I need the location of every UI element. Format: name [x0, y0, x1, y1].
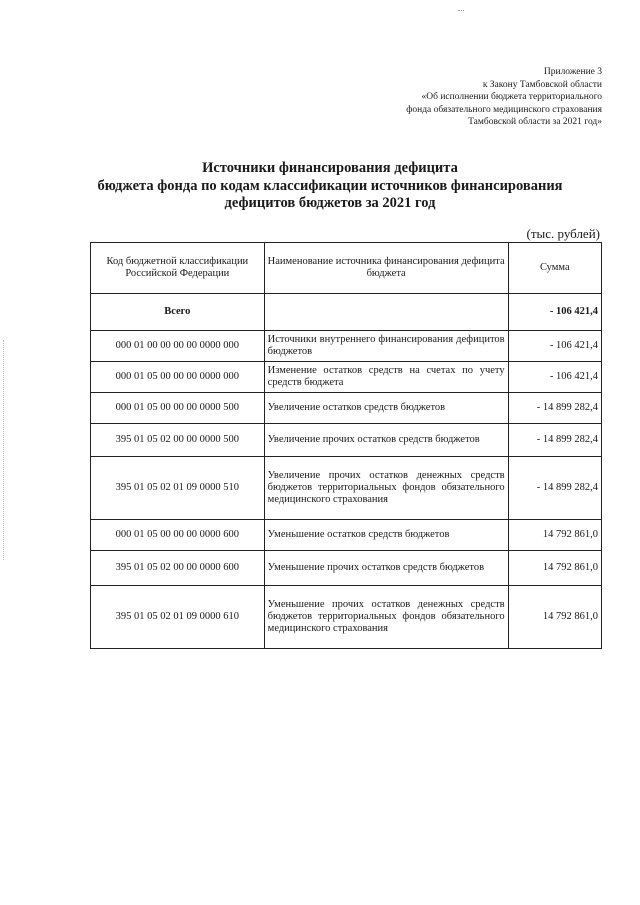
document-title: [60, 160, 600, 213]
table-row: [91, 393, 602, 424]
annex-line: к Закону Тамбовской области: [482, 79, 602, 90]
row-value: 14 792 861,0: [508, 520, 601, 551]
annex-line: «Об исполнении бюджета территориального: [421, 92, 602, 102]
row-code: 395 01 05 02 00 00 0000 500: [91, 424, 265, 457]
row-value: 14 792 861,0: [508, 586, 601, 649]
total-row: [91, 294, 602, 331]
row-code: 395 01 05 02 00 00 0000 600: [91, 551, 265, 586]
row-code: 395 01 05 02 01 09 0000 510: [91, 457, 265, 520]
row-name: Уменьшение остатков средств бюджетов: [264, 520, 508, 551]
row-value: 14 792 861,0: [508, 551, 601, 586]
row-value: - 106 421,4: [508, 331, 601, 362]
total-label: Всего: [91, 294, 265, 331]
scan-margin-marks: [3, 340, 6, 560]
table-row: [91, 424, 602, 457]
annex-line: Тамбовской области за 2021 год»: [468, 117, 602, 127]
row-value: - 14 899 282,4: [508, 457, 601, 520]
annex-line: Приложение 3: [543, 67, 602, 77]
row-name: Увеличение прочих остатков денежных средств бюджетов территориальных фондов обязательного медицинского страхования: [264, 457, 508, 520]
total-name: [264, 294, 508, 331]
table-row: [91, 457, 602, 520]
header-code: Код бюджетной классификации Российской Федерации: [91, 243, 265, 294]
row-code: 000 01 05 00 00 00 0000 600: [91, 520, 265, 551]
row-code: 000 01 05 00 00 00 0000 500: [91, 393, 265, 424]
header-name: Наименование источника финансирования дефицита бюджета: [264, 243, 508, 294]
title-line: Источники финансирования дефицита: [202, 160, 458, 176]
row-name: Увеличение прочих остатков средств бюджетов: [264, 424, 508, 457]
sources-table: [90, 242, 602, 649]
table-row: [91, 586, 602, 649]
row-code: 000 01 05 00 00 00 0000 000: [91, 362, 265, 393]
title-line: бюджета фонда по кодам классификации источников финансирования: [97, 177, 563, 194]
total-value: - 106 421,4: [508, 294, 601, 331]
row-value: - 14 899 282,4: [508, 393, 601, 424]
table-row: [91, 551, 602, 586]
header-sum: Сумма: [508, 243, 601, 294]
table-row: [91, 520, 602, 551]
row-code: 395 01 05 02 01 09 0000 610: [91, 586, 265, 649]
row-name: Увеличение остатков средств бюджетов: [264, 393, 508, 424]
row-value: - 14 899 282,4: [508, 424, 601, 457]
scan-mark: [458, 6, 464, 11]
table-row: [91, 362, 602, 393]
table-row: [91, 331, 602, 362]
row-name: Уменьшение прочих остатков средств бюджетов: [264, 551, 508, 586]
row-code: 000 01 00 00 00 00 0000 000: [91, 331, 265, 362]
row-name: Источники внутреннего финансирования дефицитов бюджетов: [264, 331, 508, 362]
unit-label: (тыс. рублей): [526, 226, 600, 241]
title-line: дефицитов бюджетов за 2021 год: [224, 195, 436, 211]
row-name: Уменьшение прочих остатков денежных средств бюджетов территориальных фондов обязательного медицинского страхования: [264, 586, 508, 649]
annex-header: [322, 66, 602, 129]
table-header-row: [91, 243, 602, 294]
row-name: Изменение остатков средств на счетах по учету средств бюджета: [264, 362, 508, 393]
row-value: - 106 421,4: [508, 362, 601, 393]
annex-line: фонда обязательного медицинского страхования: [406, 104, 602, 115]
